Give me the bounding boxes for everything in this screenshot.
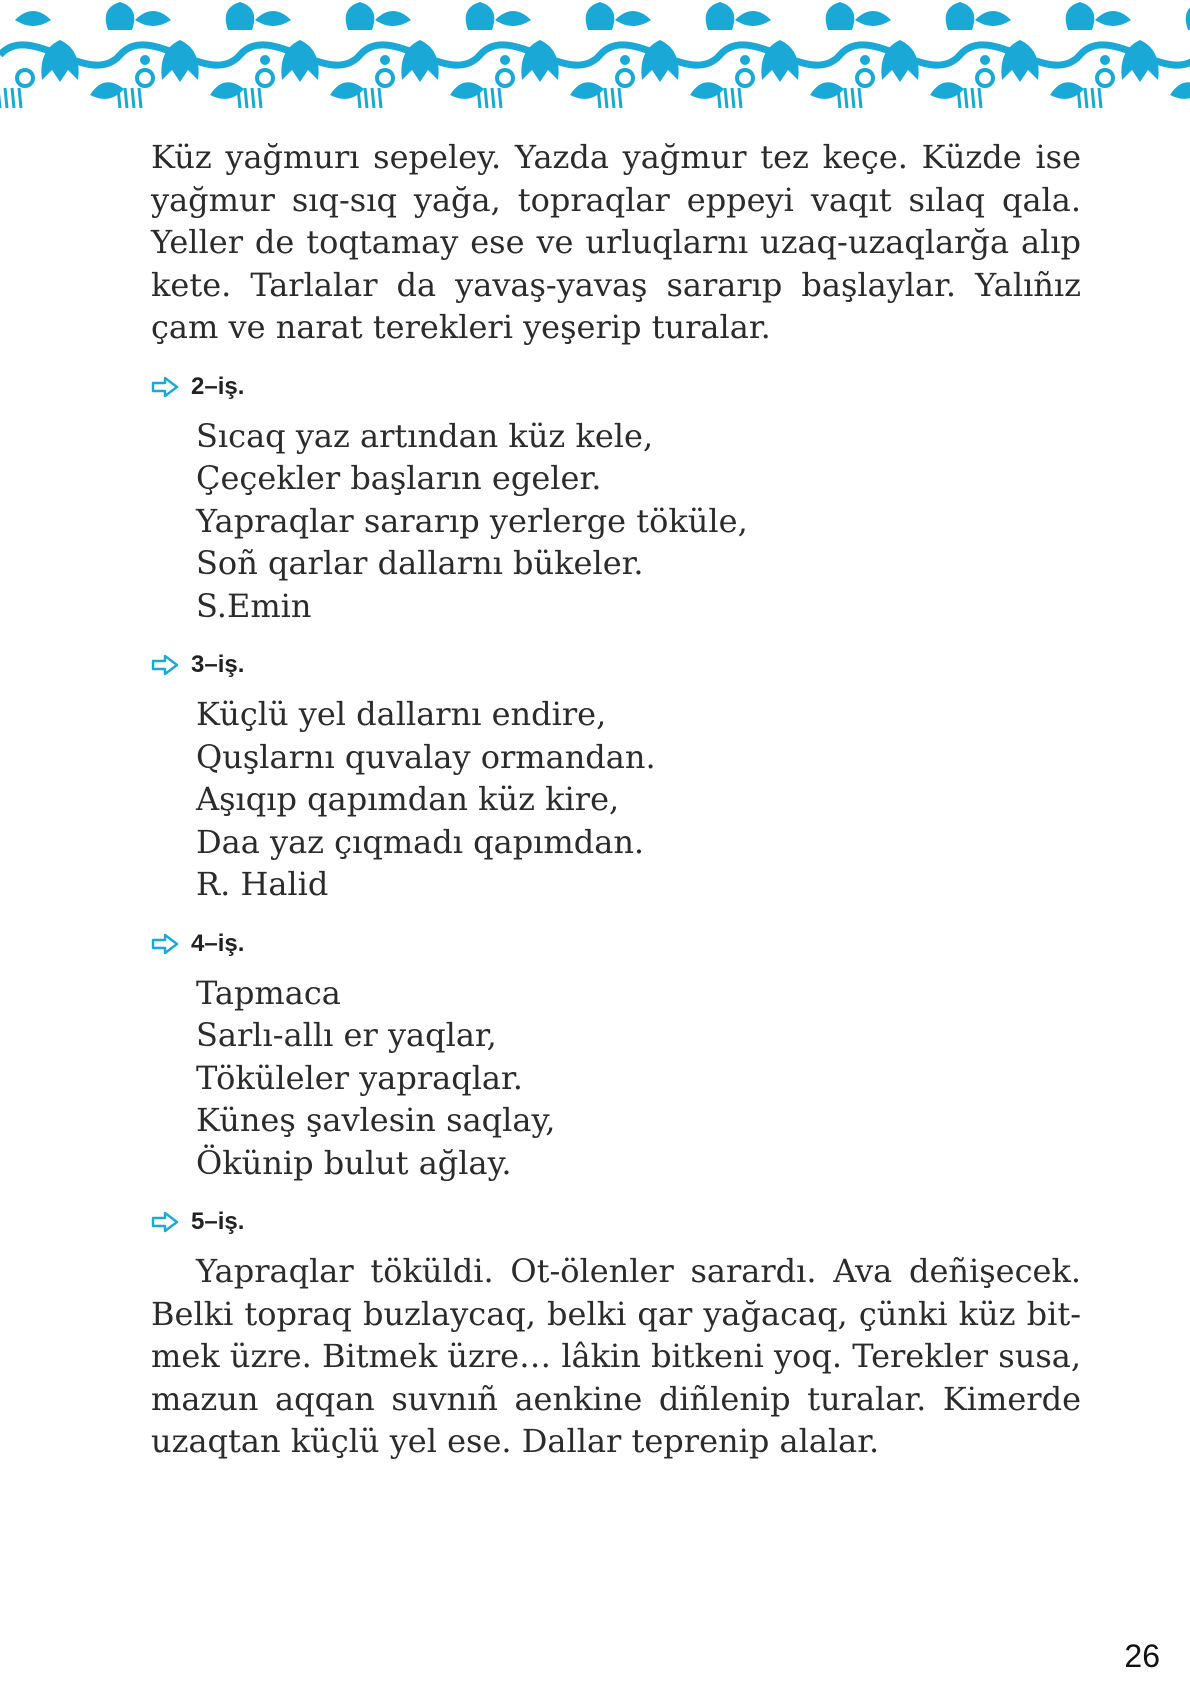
poem-line: Yapraqlar sararıp yerlerge töküle, <box>196 501 748 540</box>
task-5-paragraph: Yapraqlar töküldi. Ot-ölenler sarardı. Ava deñişecek. Belki topraq buzlaycaq, belki qar yağacaq, çünki küz bitmek üzre. Bitmek üzre… lâkin bitkeni yoq. Terekler susa, mazun aqqan suvnıñ aenkine diñlenip turalar. Kimerde uzaqtan küçlü yel ese. Dallar teprenip alalar. <box>151 1252 1081 1460</box>
task-label: 5–iş. <box>191 1208 245 1235</box>
page-number: 26 <box>1124 1638 1160 1674</box>
poem-line: Töküleler yapraqlar. <box>196 1058 523 1097</box>
poem-line: Daa yaz çıqmadı qapımdan. <box>196 822 645 861</box>
poem-author: S.Emin <box>196 586 312 625</box>
task-label: 2–iş. <box>191 372 245 400</box>
arrow-right-outline-icon <box>151 654 179 676</box>
task-label: 3–iş. <box>191 651 245 678</box>
riddle-block-4 <box>196 972 1081 1185</box>
arrow-right-outline-icon <box>151 376 179 398</box>
poem-line: Ökünip bulut ağlay. <box>196 1143 512 1182</box>
riddle-title: Tapmaca <box>196 973 341 1012</box>
floral-ornament-banner <box>0 0 1190 108</box>
task-label: 4–iş. <box>191 929 245 957</box>
poem-line: Çeçekler başların egeler. <box>196 459 602 497</box>
floral-ornament-icon <box>0 0 1190 108</box>
page-content <box>151 136 1081 1463</box>
poem-block-3 <box>196 693 1081 906</box>
poem-author: R. Halid <box>196 865 329 903</box>
poem-line: Sarlı-allı er yaqlar, <box>196 1016 497 1054</box>
arrow-right-outline-icon <box>151 1211 179 1233</box>
poem-line: Sıcaq yaz artından küz kele, <box>196 416 654 455</box>
poem-line: Küçlü yel dallarnı endire, <box>196 695 607 733</box>
task-heading-5 <box>151 1202 1081 1242</box>
poem-line: Soñ qarlar dallarnı bükeler. <box>196 544 644 582</box>
poem-line: Aşıqıp qapımdan küz kire, <box>196 780 620 818</box>
arrow-right-outline-icon <box>151 933 179 955</box>
poem-line: Küneş şavlesin saqlay, <box>196 1101 556 1139</box>
poem-block-2 <box>196 415 1081 628</box>
task-heading-4 <box>151 924 1081 964</box>
task-heading-3 <box>151 645 1081 685</box>
task-heading-2 <box>151 367 1081 407</box>
intro-paragraph: Küz yağmurı sepeley. Yazda yağmur tez keçe. Küzde ise yağmur sıq-sıq yağa, topraqlar eppeyi vaqıt sılaq qala. Yeller de toqtamay ese ve urluqlarnı uzaq-uzaqlarğa alıp kete. Tarlalar da yavaş-yavaş sararıp başlaylar. Yalıñız çam ve narat terekleri yeşerip turalar. <box>151 138 1081 346</box>
poem-line: Quşlarnı quvalay ormandan. <box>196 737 656 776</box>
